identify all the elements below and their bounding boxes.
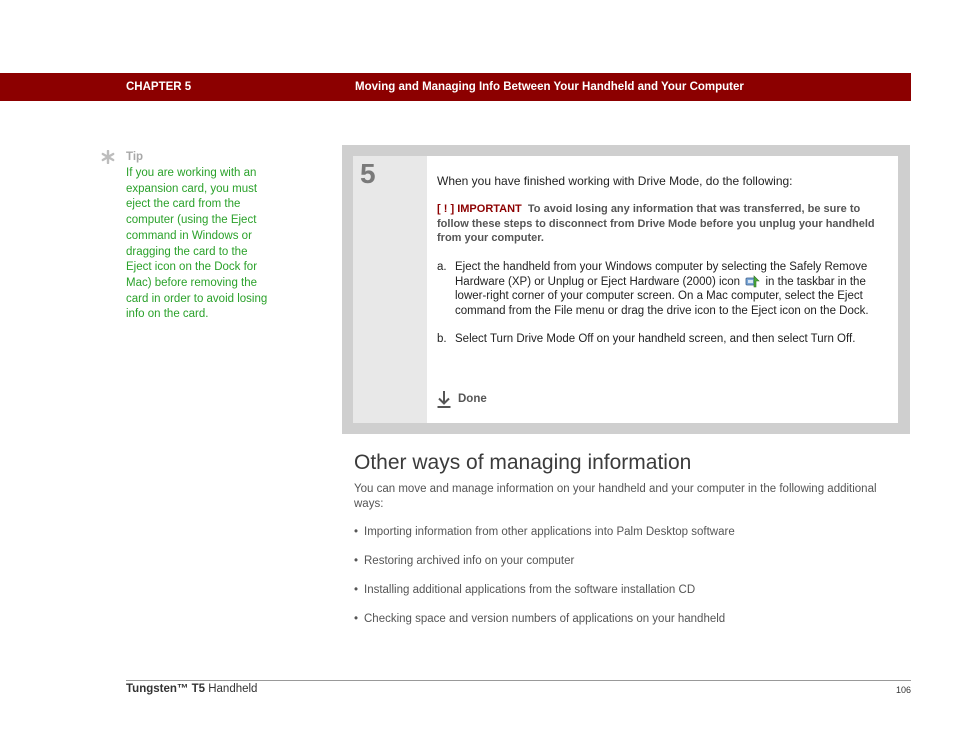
bullet: • — [354, 584, 359, 596]
step-item-text: Select Turn Drive Mode Off on your handheld screen, and then select Turn Off. — [455, 333, 856, 346]
chapter-label: CHAPTER 5 — [126, 81, 192, 93]
footer-product-suffix: Handheld — [208, 683, 258, 695]
important-note — [437, 202, 889, 246]
list-item — [354, 554, 899, 583]
bullet: • — [354, 555, 359, 567]
list-item — [354, 583, 899, 612]
step-item-b — [437, 332, 889, 347]
step-item-text: Eject the handheld from your Windows computer by selecting the Safely Remove Hardware (XP) or Unplug or Eject Hardware (2000) icon — [455, 261, 868, 288]
list-item-text: Importing information from other applications into Palm Desktop software — [364, 526, 735, 538]
section-title: Other ways of managing information — [354, 451, 692, 474]
footer-divider — [126, 680, 911, 681]
footer-product-name: Tungsten™ T5 — [126, 683, 206, 695]
section-intro: You can move and manage information on your handheld and your computer in the following additional ways: — [354, 483, 877, 510]
chapter-header-bar — [0, 73, 911, 101]
step-number-cell — [353, 156, 427, 423]
section-list — [354, 525, 899, 641]
list-item-text: Restoring archived info on your computer — [364, 555, 575, 567]
chapter-title: Moving and Managing Info Between Your Handheld and Your Computer — [355, 81, 744, 93]
done-label: Done — [458, 393, 487, 405]
list-item-text: Checking space and version numbers of applications on your handheld — [364, 613, 726, 625]
step-item-a — [437, 260, 889, 318]
list-item — [354, 525, 899, 554]
important-bang: ! — [443, 203, 448, 215]
bullet: • — [354, 613, 359, 625]
page-number: 106 — [895, 685, 911, 695]
important-bracket-close: ] — [450, 203, 455, 215]
important-text: To avoid losing any information that was transferred, be sure to follow these steps to disconnect from Drive Mode before you unplug your handheld from your computer. — [437, 203, 875, 245]
step-item-body — [455, 260, 889, 318]
important-label: IMPORTANT — [457, 203, 522, 215]
important-bracket-open: [ — [437, 203, 441, 215]
step-number: 5 — [360, 158, 376, 189]
tip-label: Tip — [126, 151, 144, 163]
list-item-text: Installing additional applications from the software installation CD — [364, 584, 696, 596]
step-item-marker: b. — [437, 333, 447, 346]
step-list — [437, 260, 889, 361]
tip-text: If you are working with an expansion card, you must eject the card from the computer (using the Eject command in Windows or dragging the card to the Eject icon on the Dock for Mac) before removing the card in order to avoid losing info on the card. — [126, 167, 268, 321]
footer-product — [126, 683, 257, 695]
list-item — [354, 612, 899, 641]
safely-remove-hardware-icon — [745, 275, 760, 288]
bullet: • — [354, 526, 359, 538]
asterisk-icon — [101, 150, 115, 164]
step-intro: When you have finished working with Drive Mode, do the following: — [437, 174, 793, 188]
step-item-text-continued: in the taskbar in the lower-right corner of your computer screen. On a Mac computer, select the Eject command from the File menu or drag the drive icon to the Eject icon on the Dock. — [455, 275, 869, 317]
important-tag — [437, 203, 522, 215]
step-item-marker: a. — [437, 261, 447, 273]
done-arrow-icon — [437, 390, 451, 408]
